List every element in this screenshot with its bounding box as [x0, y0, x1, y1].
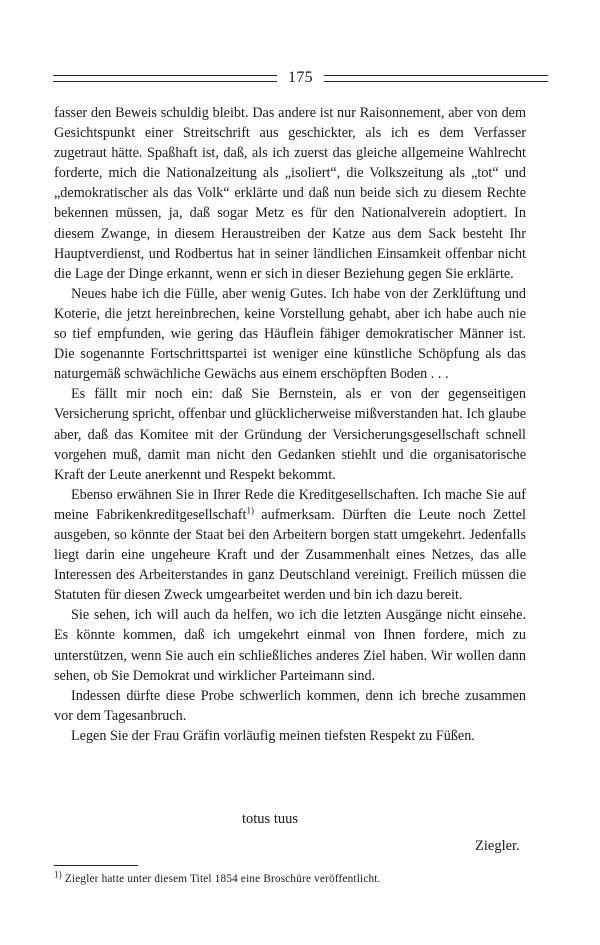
letter-body — [54, 103, 526, 746]
paragraph-7: Legen Sie der Frau Gräfin vorläufig meinen tiefsten Respekt zu Füßen. — [71, 727, 475, 744]
footnote-rule — [54, 865, 138, 866]
paragraph-6: Indessen dürfte diese Probe schwerlich kommen, denn ich breche zusammen vor dem Tagesanbruch. — [54, 687, 526, 724]
paragraph-2: Neues habe ich die Fülle, aber wenig Gutes. Ich habe von der Zerklüftung und Koterie, die jetzt hereinbrechen, keine Vorstellung gehabt, aber ich habe auch nie so tief empfunden, wie gering das Häuflein fähiger demokratischer Männer ist. Die sogenannte Fortschrittspartei ist weniger eine künstliche Schöpfung als das naturgemäß schwächliche Gewächs aus einem erschöpften Boden . . . — [54, 285, 526, 383]
footnote — [54, 869, 524, 885]
paragraph-1: fasser den Beweis schuldig bleibt. Das andere ist nur Raisonnement, aber von dem Gesichtspunkt einer Streitschrift aus geschickter, als ich es dem Verfasser zugetraut hätte. Spaßhaft ist, daß, als ich zuerst das gleiche allgemeine Wahlrecht forderte, mich die Nationalzeitung als „isoliert“, die Volkszeitung als „tot“ und „demokratischer als das Volk“ erklärte und daß nun beide sich zu diesem Rechte bekennen müssen, ja, daß sogar Metz es für den Nationalverein adoptiert. In diesem Zwange, in diesem Heraustreiben der Katze aus dem Sack besteht Ihr Hauptverdienst, und Rodbertus hat in seiner ländlichen Einsamkeit offenbar nicht die Lage der Dinge erkannt, wenn er sich in dieser Beziehung gegen Sie erklärte. — [54, 105, 526, 282]
paragraph-4-text-b: aufmerksam. Dürften die Leute noch Zettel ausgeben, so könnte der Staat bei den Arbeitern borgen statt umgekehrt. Jedenfalls liegt darin eine ungeheure Kraft und der Zusammenhalt eines Netzes, das alle Interessen des Arbeiterstandes in ganz Deutschland vereinigt. Freilich müssen die Statuten für diesen Zweck umgearbeitet werden und bin ich dazu bereit. — [54, 506, 526, 604]
header-rule-right — [324, 75, 548, 82]
paragraph-5: Sie sehen, ich will auch da helfen, wo ich die letzten Ausgänge nicht einsehe. Es könnte kommen, daß ich umgekehrt einmal von Ihnen fordere, mich zu unterstützen, wenn Sie auch ein schließliches anderes Ziel haben. Wir wollen dann sehen, ob Sie Demokrat und wirklicher Parteimann sind. — [54, 607, 526, 684]
page-number: 175 — [288, 69, 313, 86]
signature: Ziegler. — [475, 838, 520, 854]
page-header — [53, 66, 548, 90]
paragraph-3: Es fällt mir noch ein: daß Sie Bernstein, als er von der gegenseitigen Versicherung spricht, offenbar und glücklicherweise mißverstanden hat. Ich glaube aber, daß das Komitee mit der Gründung der Versicherungsgesellschaft schnell vorgehen muß, damit man nicht den Gedanken stiehlt und die organisatorische Kraft der Leute anerkennt und Respekt bekommt. — [54, 386, 526, 483]
footnote-reference: 1) — [246, 505, 254, 516]
footnote-marker: 1) — [54, 869, 62, 880]
footnote-text: Ziegler hatte unter diesem Titel 1854 eine Broschüre veröffentlicht. — [61, 873, 381, 885]
closing-formula: totus tuus — [242, 811, 298, 827]
paragraph-4 — [54, 485, 526, 606]
paragraph-4-text-a: Ebenso erwähnen Sie in Ihrer Rede die Kreditgesellschaften. Ich mache Sie auf meine Fabrikenkreditgesellschaft — [54, 486, 526, 523]
header-rule-left — [53, 75, 277, 82]
